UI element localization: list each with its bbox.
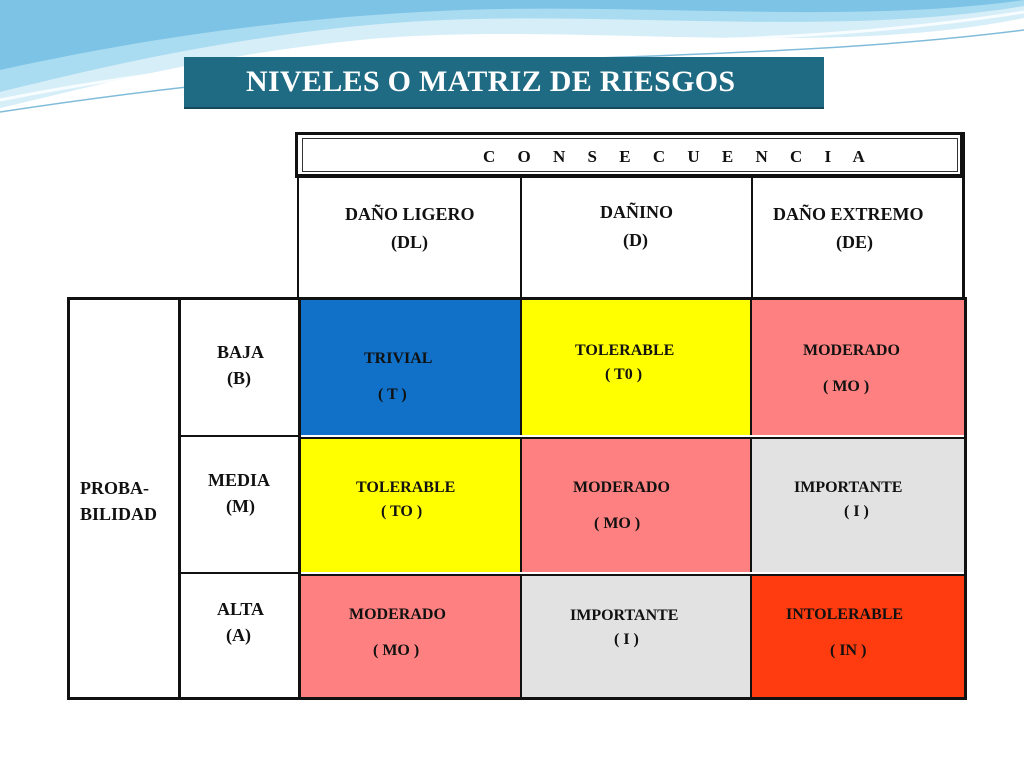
- cell-level: IMPORTANTE: [794, 479, 903, 496]
- row-label-baja: BAJA: [217, 342, 265, 362]
- cell-level: INTOLERABLE: [786, 606, 904, 623]
- title-banner: [184, 57, 824, 109]
- cell-code: ( T0 ): [605, 366, 643, 383]
- column-code-dl: (DL): [391, 232, 428, 252]
- matrix-cell-moderado: [752, 300, 964, 435]
- cell-code: ( I ): [844, 503, 869, 520]
- column-divider: [520, 178, 522, 299]
- column-header-dano-ligero: DAÑO LIGERO: [345, 204, 475, 224]
- matrix-cell-importante: [522, 574, 752, 697]
- cell-level: MODERADO: [573, 479, 670, 496]
- column-header-danino: DAÑINO: [600, 202, 674, 222]
- consequence-label: C O N S E C U E N C I A: [483, 147, 874, 166]
- cell-level: TOLERABLE: [575, 342, 675, 359]
- cell-code: ( I ): [614, 631, 639, 648]
- cell-code: ( MO ): [373, 642, 420, 659]
- row-label-media: MEDIA: [208, 470, 270, 490]
- cell-code: ( MO ): [594, 515, 641, 532]
- row-label-alta: ALTA: [217, 599, 265, 619]
- cell-level: MODERADO: [349, 606, 446, 623]
- probability-label-line1: PROBA-: [80, 478, 149, 498]
- cell-level: TRIVIAL: [364, 350, 433, 367]
- cell-code: ( IN ): [830, 642, 867, 659]
- matrix-cell-tolerable: [522, 300, 752, 435]
- row-code-m: (M): [226, 496, 255, 516]
- cell-level: IMPORTANTE: [570, 607, 679, 624]
- matrix-cell-moderado: [522, 437, 752, 572]
- probability-divider: [178, 300, 181, 697]
- column-header-dano-extremo: DAÑO EXTREMO: [773, 204, 924, 224]
- column-divider: [751, 178, 753, 299]
- column-headers: [297, 178, 965, 299]
- column-code-de: (DE): [836, 232, 873, 252]
- cell-level: MODERADO: [803, 342, 900, 359]
- cell-code: ( MO ): [823, 378, 870, 395]
- matrix-cell-intolerable: [752, 574, 964, 697]
- row-separator: [181, 572, 298, 574]
- cell-level: TOLERABLE: [356, 479, 456, 496]
- matrix-cell-trivial: [301, 300, 522, 435]
- row-separator: [181, 435, 298, 437]
- row-code-b: (B): [227, 368, 251, 388]
- page-title: NIVELES O MATRIZ DE RIESGOS: [246, 65, 736, 98]
- matrix-cell-moderado: [301, 574, 522, 697]
- consequence-header: [295, 132, 965, 178]
- cell-code: ( T ): [378, 386, 407, 403]
- risk-matrix: [67, 297, 967, 700]
- matrix-cell-tolerable: [301, 437, 522, 572]
- cell-code: ( TO ): [381, 503, 423, 520]
- column-code-d: (D): [623, 230, 648, 250]
- row-code-a: (A): [226, 625, 251, 645]
- consequence-inner-frame: [302, 138, 958, 172]
- probability-label-line2: BILIDAD: [80, 504, 158, 524]
- matrix-cell-importante: [752, 437, 964, 572]
